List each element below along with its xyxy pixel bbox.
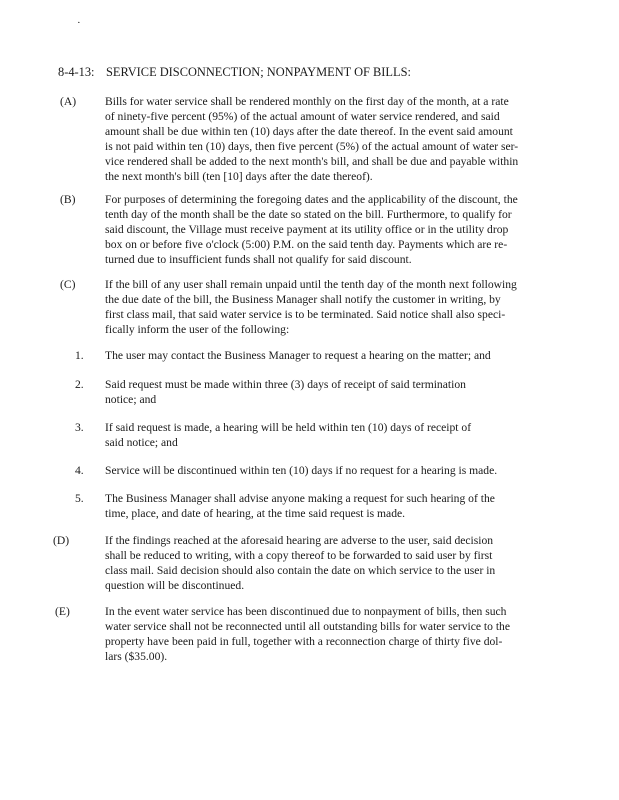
text-line: lars ($35.00). bbox=[105, 649, 168, 663]
section-title: SERVICE DISCONNECTION; NONPAYMENT OF BILLS: bbox=[106, 65, 411, 79]
paragraph-label: (A) bbox=[60, 95, 77, 108]
text-line: vice rendered shall be added to the next month's bill, and shall be due and payable within bbox=[105, 154, 519, 168]
list-item-number: 4. bbox=[75, 464, 84, 477]
list-item-text bbox=[105, 349, 491, 364]
paragraph-label: (E) bbox=[55, 605, 70, 618]
text-line: Service will be discontinued within ten (10) days if no request for a hearing is made. bbox=[105, 464, 498, 477]
list-item-text bbox=[105, 464, 497, 479]
paragraph-text bbox=[105, 278, 517, 338]
text-line: fically inform the user of the following: bbox=[105, 322, 290, 336]
text-line: tenth day of the month shall be the date so stated on the bill. Furthermore, to qualify for bbox=[105, 207, 512, 221]
paragraph-label: (D) bbox=[53, 534, 70, 547]
text-line: notice; and bbox=[105, 392, 157, 406]
paragraph-label: (B) bbox=[60, 193, 76, 206]
text-line: The user may contact the Business Manager to request a hearing on the matter; and bbox=[105, 349, 491, 362]
text-line: amount shall be due within ten (10) days after the date thereof. In the event said amount bbox=[105, 124, 513, 138]
paragraph-text bbox=[105, 193, 518, 268]
text-line: is not paid within ten (10) days, then five percent (5%) of the actual amount of water ser- bbox=[105, 139, 519, 153]
text-line: question will be discontinued. bbox=[105, 578, 245, 592]
paragraph-label: (C) bbox=[60, 278, 76, 291]
text-line: said notice; and bbox=[105, 435, 178, 449]
list-item-number: 2. bbox=[75, 378, 84, 391]
text-line: property have been paid in full, together with a reconnection charge of thirty five dol- bbox=[105, 634, 503, 648]
text-line: first class mail, that said water service is to be terminated. Said notice shall also speci- bbox=[105, 307, 506, 321]
section-heading bbox=[58, 64, 411, 80]
list-item-text bbox=[105, 492, 495, 522]
text-line: of ninety-five percent (95%) of the actual amount of water service rendered, and said bbox=[105, 109, 500, 123]
text-line: If said request is made, a hearing will be held within ten (10) days of receipt of bbox=[105, 421, 472, 434]
text-line: time, place, and date of hearing, at the time said request is made. bbox=[105, 506, 406, 520]
text-line: In the event water service has been discontinued due to nonpayment of bills, then such bbox=[105, 605, 507, 618]
text-line: turned due to insufficient funds shall not qualify for said discount. bbox=[105, 252, 412, 266]
text-line: If the bill of any user shall remain unpaid until the tenth day of the month next following bbox=[105, 278, 517, 291]
text-line: shall be reduced to writing, with a copy thereof to be forwarded to said user by first bbox=[105, 548, 493, 562]
text-line: the next month's bill (ten [10] days after the date thereof). bbox=[105, 169, 373, 183]
text-line: Bills for water service shall be rendered monthly on the first day of the month, at a rate bbox=[105, 95, 509, 108]
text-line: The Business Manager shall advise anyone making a request for such hearing of the bbox=[105, 492, 495, 505]
section-number: 8-4-13: bbox=[58, 65, 95, 79]
list-item-number: 5. bbox=[75, 492, 84, 505]
text-line: said discount, the Village must receive payment at its utility office or in the utility drop bbox=[105, 222, 509, 236]
text-line: water service shall not be reconnected until all outstanding bills for water service to the bbox=[105, 619, 511, 633]
list-item-number: 3. bbox=[75, 421, 84, 434]
text-line: the due date of the bill, the Business Manager shall notify the customer in writing, by bbox=[105, 292, 501, 306]
paragraph-text bbox=[105, 95, 518, 184]
paragraph-text bbox=[105, 605, 510, 665]
list-item-text bbox=[105, 421, 471, 451]
text-line: box on or before five o'clock (5:00) P.M. on the said tenth day. Payments which are re- bbox=[105, 237, 508, 251]
text-line: Said request must be made within three (3) days of receipt of said termination bbox=[105, 378, 466, 391]
text-line: class mail. Said decision should also contain the date on which service to the user in bbox=[105, 563, 496, 577]
text-line: For purposes of determining the foregoing dates and the applicability of the discount, the bbox=[105, 193, 518, 206]
scan-mark: · bbox=[77, 17, 81, 29]
list-item-number: 1. bbox=[75, 349, 84, 362]
list-item-text bbox=[105, 378, 466, 408]
text-line: If the findings reached at the aforesaid hearing are adverse to the user, said decision bbox=[105, 534, 494, 547]
paragraph-text bbox=[105, 534, 495, 594]
